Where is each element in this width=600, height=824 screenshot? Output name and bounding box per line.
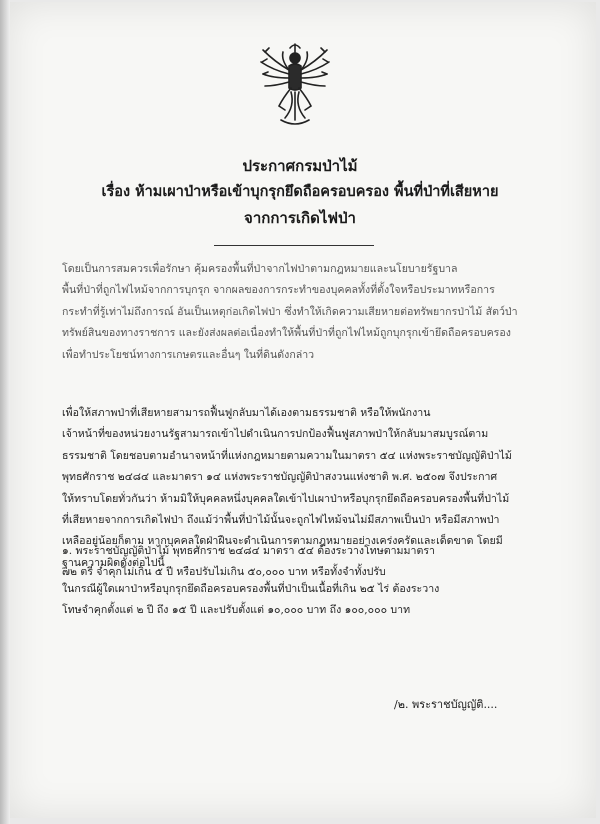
scan-edge-shadow	[0, 0, 10, 824]
paragraph-rationale	[62, 259, 538, 366]
garuda-emblem-icon	[257, 40, 333, 130]
text-line: เพื่อทำประโยชน์ทางการเกษตรและอื่นๆ ในที่ดินดังกล่าว	[62, 348, 315, 361]
subject-line-continued: จากการเกิดไฟป่า	[244, 209, 356, 227]
text-line: ๑. พระราชบัญญัติป่าไม้ พุทธศักราช ๒๔๘๔ มาตรา ๕๔ ต้องระวางโทษตามมาตรา	[62, 545, 435, 557]
text-line: โทษจำคุกตั้งแต่ ๒ ปี ถึง ๑๕ ปี และปรับตั้งแต่ ๑๐,๐๐๐ บาท ถึง ๑๐๐,๐๐๐ บาท	[62, 604, 411, 617]
text-line: โดยเป็นการสมควรเพื่อรักษา คุ้มครองพื้นที่ป่าจากไฟป่าตามกฎหมายและนโยบายรัฐบาล	[62, 263, 458, 275]
text-line: ฐานความผิดดังต่อไปนี้	[62, 556, 165, 569]
text-line: เจ้าหน้าที่ของหน่วยงานรัฐสามารถเข้าไปดำเนินการปกป้องฟื้นฟูสภาพป่าให้กลับมาสมบูรณ์ตาม	[62, 428, 489, 441]
title-divider	[214, 245, 374, 246]
text-line: พุทธศักราช ๒๔๘๔ และมาตรา ๑๔ แห่งพระราชบัญญัติป่าสงวนแห่งชาติ พ.ศ. ๒๕๐๗ จึงประกาศ	[62, 471, 498, 484]
text-line: เพื่อให้สภาพป่าที่เสียหายสามารถฟื้นฟูกลับมาได้เองตามธรรมชาติ หรือให้พนักงาน	[62, 407, 431, 419]
text-line: ให้ทราบโดยทั่วกันว่า ห้ามมิให้บุคคลหนึ่งบุคคลใดเข้าไปเผาป่าหรือบุกรุกยึดถือครอบครองพื้นที่ป่าไม้	[62, 492, 510, 505]
paragraph-penalty-aggravated	[62, 579, 538, 622]
text-line: ๗๒ ตรี จำคุกไม่เกิน ๕ ปี หรือปรับไม่เกิน ๕๐,๐๐๐ บาท หรือทั้งจำทั้งปรับ	[62, 566, 386, 579]
text-line: ทรัพย์สินของทางราชการ และยังส่งผลต่อเนื่องทำให้พื้นที่ป่าที่ถูกไฟไหม้ถูกบุกรุกเข้ายึดถือครอบครอง	[62, 327, 511, 340]
text-line: พื้นที่ป่าที่ถูกไฟไหม้จากการบุกรุก จากผลของการกระทำของบุคคลทั้งที่ตั้งใจหรือประมาทหรือการ	[62, 284, 495, 297]
subject-line: เรื่อง ห้ามเผาป่าหรือเข้าบุกรุกยึดถือครอบครอง พื้นที่ป่าที่เสียหาย	[101, 183, 499, 200]
text-line: ที่เสียหายจากการเกิดไฟป่า ถึงแม้ว่าพื้นที่ป่าไม้นั้นจะถูกไฟไหม้จนไม่มีสภาพเป็นป่า หรือมีสภาพป่า	[62, 514, 500, 527]
continuation-note: /๒. พระราชบัญญัติ....	[394, 698, 498, 711]
paragraph-penalty-1	[62, 541, 538, 584]
announcement-heading: ประกาศกรมป่าไม้	[242, 157, 358, 175]
text-line: เหลืออยู่น้อยก็ตาม หากบุคคลใดฝ่าฝืนจะดำเนินการตามกฎหมายอย่างเคร่งครัดและเด็ดขาด โดยมี	[62, 535, 503, 548]
text-line: กระทำที่รู้เท่าไม่ถึงการณ์ อันเป็นเหตุก่อเกิดไฟป่า ซึ่งทำให้เกิดความเสียหายต่อทรัพยากรป่าไม้ สัตว์ป่า	[62, 305, 518, 318]
text-line: ในกรณีผู้ใดเผาป่าหรือบุกรุกยึดถือครอบครองพื้นที่ป่าเป็นเนื้อที่เกิน ๒๕ ไร่ ต้องระวาง	[62, 583, 440, 595]
text-line: ธรรมชาติ โดยชอบตามอำนาจหน้าที่แห่งกฎหมายตามความในมาตรา ๕๔ แห่งพระราชบัญญัติป่าไม้	[62, 449, 512, 462]
